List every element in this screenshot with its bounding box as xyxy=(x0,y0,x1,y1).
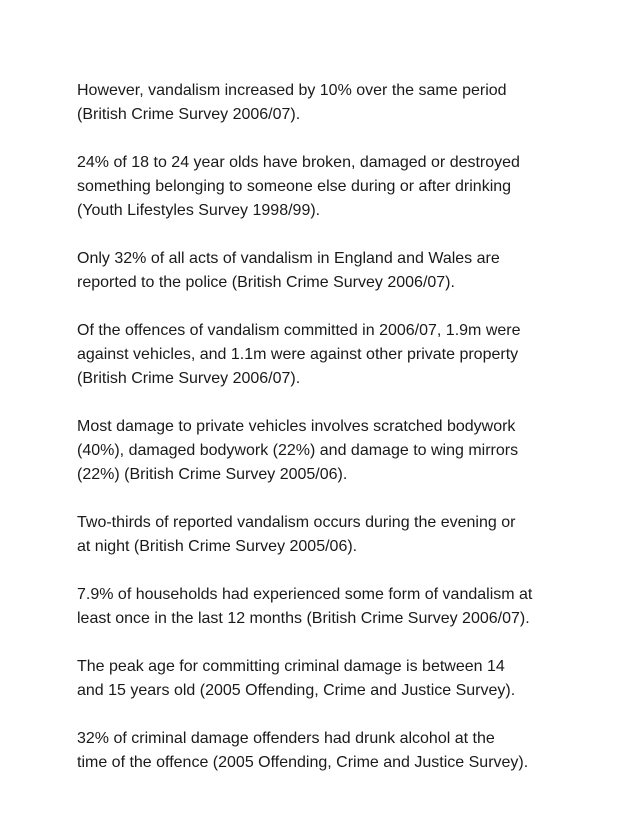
paragraph-youth-drinking xyxy=(77,151,577,223)
text-line: 24% of 18 to 24 year olds have broken, damaged or destroyed xyxy=(77,154,520,171)
text-line: (40%), damaged bodywork (22%) and damage to wing mirrors xyxy=(77,442,519,459)
paragraph-vandalism-increase xyxy=(77,79,577,127)
text-line: 7.9% of households had experienced some form of vandalism at xyxy=(77,586,533,603)
text-line: and 15 years old (2005 Offending, Crime and Justice Survey). xyxy=(77,682,516,699)
text-line: at night (British Crime Survey 2005/06). xyxy=(77,538,358,555)
paragraph-offences-vehicles-property xyxy=(77,319,577,391)
paragraph-evening-night xyxy=(77,511,577,559)
paragraph-alcohol xyxy=(77,727,577,775)
text-line: Most damage to private vehicles involves scratched bodywork xyxy=(77,418,516,435)
text-line: time of the offence (2005 Offending, Crime and Justice Survey). xyxy=(77,754,529,771)
paragraph-households xyxy=(77,583,577,631)
paragraph-reported-to-police xyxy=(77,247,577,295)
paragraph-peak-age xyxy=(77,655,577,703)
text-line: something belonging to someone else during or after drinking xyxy=(77,178,512,195)
text-line: against vehicles, and 1.1m were against other private property xyxy=(77,346,519,363)
text-line: However, vandalism increased by 10% over the same period xyxy=(77,82,507,99)
text-line: least once in the last 12 months (British Crime Survey 2006/07). xyxy=(77,610,530,627)
document-body xyxy=(77,79,577,799)
text-line: reported to the police (British Crime Survey 2006/07). xyxy=(77,274,455,291)
text-line: Of the offences of vandalism committed in 2006/07, 1.9m were xyxy=(77,322,521,339)
text-line: (Youth Lifestyles Survey 1998/99). xyxy=(77,202,321,219)
paragraph-vehicle-damage xyxy=(77,415,577,487)
text-line: Only 32% of all acts of vandalism in England and Wales are xyxy=(77,250,500,267)
text-line: (22%) (British Crime Survey 2005/06). xyxy=(77,466,348,483)
text-line: Two-thirds of reported vandalism occurs during the evening or xyxy=(77,514,516,531)
text-line: (British Crime Survey 2006/07). xyxy=(77,370,301,387)
text-line: (British Crime Survey 2006/07). xyxy=(77,106,301,123)
text-line: The peak age for committing criminal damage is between 14 xyxy=(77,658,505,675)
text-line: 32% of criminal damage offenders had drunk alcohol at the xyxy=(77,730,495,747)
